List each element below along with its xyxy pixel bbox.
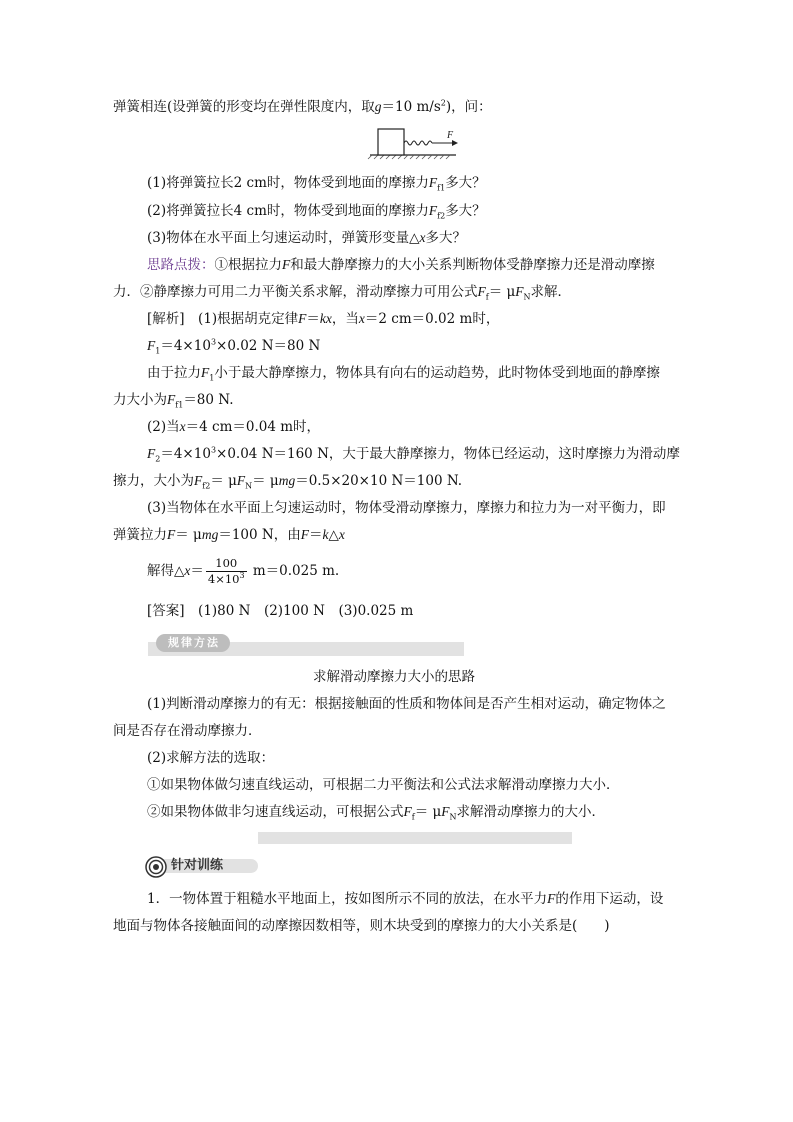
practice-badge: 针对训练 <box>171 858 224 873</box>
target-icon <box>145 856 167 878</box>
method-para-2: (2)求解方法的选取： <box>147 750 275 766</box>
sub: f1 <box>175 400 184 410</box>
sym-F: F <box>428 203 438 218</box>
sym-F: F <box>236 473 246 488</box>
fraction <box>206 556 247 587</box>
analysis-line-8 <box>147 499 666 517</box>
fraction-denominator <box>206 572 247 587</box>
analysis-text: ＝100 N，由 <box>218 527 301 543</box>
analysis-text: 弹簧拉力 <box>113 527 167 543</box>
analysis-text: (2)当 <box>147 419 180 435</box>
sym-F: F <box>441 804 450 819</box>
question-3 <box>147 229 466 247</box>
sup: 3 <box>210 445 217 455</box>
analysis-text: 擦力，大小为 <box>113 473 194 489</box>
method-badge: 规律方法 <box>156 634 230 652</box>
den-text: 4×10 <box>207 572 240 586</box>
hint-text: 求解． <box>530 284 572 300</box>
analysis-text: ＝ μ <box>175 527 202 543</box>
answer-line <box>147 602 413 620</box>
sym-g: g <box>374 99 382 114</box>
sub: 2 <box>155 454 161 464</box>
analysis-line-4 <box>113 391 234 409</box>
method-para-4 <box>147 803 605 821</box>
analysis-text: ＝ <box>306 311 320 327</box>
sym-k: k <box>322 527 329 542</box>
method-title: 求解滑动摩擦力大小的思路 <box>313 669 475 685</box>
force-label: F <box>447 130 454 141</box>
q2-text: (2)将弹簧拉长4 cm时，物体受到地面的摩擦力 <box>147 203 429 219</box>
hint-text: ＝ μ <box>488 284 516 300</box>
sym-F: F <box>428 175 438 190</box>
method-text: 求解滑动摩擦力的大小． <box>456 804 606 820</box>
analysis-line-6 <box>147 445 680 463</box>
sym-x: x <box>325 311 332 326</box>
practice-text: 1．一物体置于粗糙水平地面上，按如图所示不同的放法，在水平力 <box>147 891 548 907</box>
analysis-label: [解析] <box>147 311 185 327</box>
analysis-text: ＝4×10 <box>160 446 211 462</box>
analysis-text: 由于拉力 <box>147 365 201 381</box>
analysis-text: ＝ <box>308 527 323 543</box>
sub: 1 <box>209 373 215 383</box>
analysis-text: ，当 <box>331 311 359 327</box>
method-footer-band <box>258 832 572 844</box>
sym-x: x <box>338 527 345 542</box>
sym-F: F <box>167 527 176 542</box>
sup: 3 <box>210 337 217 347</box>
sub: f <box>485 292 489 302</box>
analysis-text: ＝4 cm＝0.04 m时， <box>185 419 321 435</box>
analysis-line-7 <box>113 472 462 490</box>
practice-q1-line-1 <box>147 890 663 908</box>
sym-g: g <box>288 473 296 488</box>
sym-F: F <box>147 338 156 353</box>
sym-F: F <box>547 891 556 906</box>
sym-x: x <box>358 311 365 326</box>
block-spring-figure <box>366 124 466 160</box>
sym-F: F <box>300 527 309 542</box>
analysis-text: ×0.02 N＝80 N <box>216 338 321 354</box>
sub: 1 <box>155 346 161 356</box>
sym-m: m <box>201 527 212 542</box>
q1-tail: 多大？ <box>445 175 486 191</box>
analysis-text: ＝ μ <box>252 473 279 489</box>
analysis-line-3 <box>147 364 660 382</box>
q2-tail: 多大？ <box>445 203 486 219</box>
sym-x: x <box>184 563 191 578</box>
practice-q1-line-2: 地面与物体各接触面间的动摩擦因数相等，则木块受到的摩擦力的大小关系是( ) <box>113 918 610 934</box>
hint-text: 力．②静摩擦力可用二力平衡关系求解，滑动摩擦力可用公式 <box>113 284 478 300</box>
q3-text: (3)物体在水平面上匀速运动时，弹簧形变量△ <box>147 230 420 246</box>
intro-tail: )，问： <box>445 99 492 115</box>
analysis-text: ＝4×10 <box>160 338 211 354</box>
intro-line <box>113 98 492 116</box>
sym-F: F <box>515 284 524 299</box>
analysis-text: m＝0.025 m. <box>248 563 340 579</box>
method-para-3: ①如果物体做匀速直线运动，可根据二力平衡法和公式法求解滑动摩擦力大小． <box>147 777 620 793</box>
sub: N <box>245 481 253 491</box>
sup: 3 <box>239 571 245 581</box>
q1-text: (1)将弹簧拉长2 cm时，物体受到地面的摩擦力 <box>147 175 429 191</box>
hint-label: 思路点拨： <box>147 257 215 273</box>
analysis-text: ＝0.5×20×10 N＝100 N. <box>295 473 463 489</box>
q3-tail: 多大？ <box>425 230 467 246</box>
analysis-text: ＝2 cm＝0.02 m时， <box>364 311 500 327</box>
question-2 <box>147 202 486 220</box>
g-value: ＝10 m/s <box>381 99 441 115</box>
sym-F: F <box>282 257 291 272</box>
analysis-text: 小于最大静摩擦力，物体具有向右的运动趋势，此时物体受到地面的静摩擦 <box>214 365 660 381</box>
analysis-text: 力大小为 <box>113 392 167 408</box>
sym-F: F <box>477 284 486 299</box>
practice-text: 的作用下运动，设 <box>555 891 664 907</box>
analysis-line-10 <box>147 556 339 587</box>
sym-x: x <box>179 419 186 434</box>
sym-F: F <box>147 446 156 461</box>
analysis-text: (3)当物体在水平面上匀速运动时，物体受滑动摩擦力，摩擦力和拉力为一对平衡力，即 <box>147 500 666 516</box>
sym-F: F <box>403 804 412 819</box>
method-para-1b: 间是否存在滑动摩擦力． <box>113 723 262 739</box>
analysis-text: △ <box>328 527 339 543</box>
sub: f2 <box>437 211 446 221</box>
fraction-numerator: 100 <box>206 556 247 572</box>
analysis-line-9 <box>113 526 345 544</box>
method-text: ②如果物体做非匀速直线运动，可根据公式 <box>147 804 404 820</box>
method-para-1a: (1)判断滑动摩擦力的有无：根据接触面的性质和物体间是否产生相对运动，确定物体之 <box>147 696 666 712</box>
sym-F: F <box>194 473 203 488</box>
analysis-line-2 <box>147 337 320 355</box>
hint-line-1 <box>147 256 655 274</box>
sym-F: F <box>201 365 210 380</box>
sub: N <box>449 812 457 822</box>
sym-k: k <box>319 311 326 326</box>
analysis-line-5 <box>147 418 320 436</box>
answer-text: (1)80 N (2)100 N (3)0.025 m <box>198 603 414 619</box>
sub: f1 <box>437 183 446 193</box>
hint-text: 和最大静摩擦力的大小关系判断物体受静摩擦力还是滑动摩擦 <box>290 257 655 273</box>
analysis-text: 解得△ <box>147 563 185 579</box>
analysis-line-1 <box>147 310 499 328</box>
sym-g: g <box>211 527 219 542</box>
analysis-text: ＝80 N. <box>183 392 234 408</box>
hint-text: ①根据拉力 <box>214 257 282 273</box>
sym-m: m <box>278 473 289 488</box>
sub: f <box>411 812 415 822</box>
sym-F: F <box>167 392 176 407</box>
analysis-text: ＝ <box>190 563 204 579</box>
answer-label: [答案] <box>147 603 185 619</box>
hint-line-2 <box>113 283 571 301</box>
analysis-text: ×0.04 N＝160 N，大于最大静摩擦力，物体已经运动，这时摩擦力为滑动摩 <box>216 446 680 462</box>
sup: 2 <box>440 98 446 108</box>
sym-x: x <box>419 230 426 245</box>
analysis-text: (1)根据胡克定律 <box>198 311 299 327</box>
analysis-text: ＝ μ <box>210 473 237 489</box>
sub: N <box>523 292 531 302</box>
intro-text: 弹簧相连(设弹簧的形变均在弹性限度内，取 <box>113 99 375 115</box>
sym-F: F <box>298 311 307 326</box>
method-text: ＝ μ <box>414 804 442 820</box>
question-1 <box>147 174 486 192</box>
sub: f2 <box>202 481 211 491</box>
